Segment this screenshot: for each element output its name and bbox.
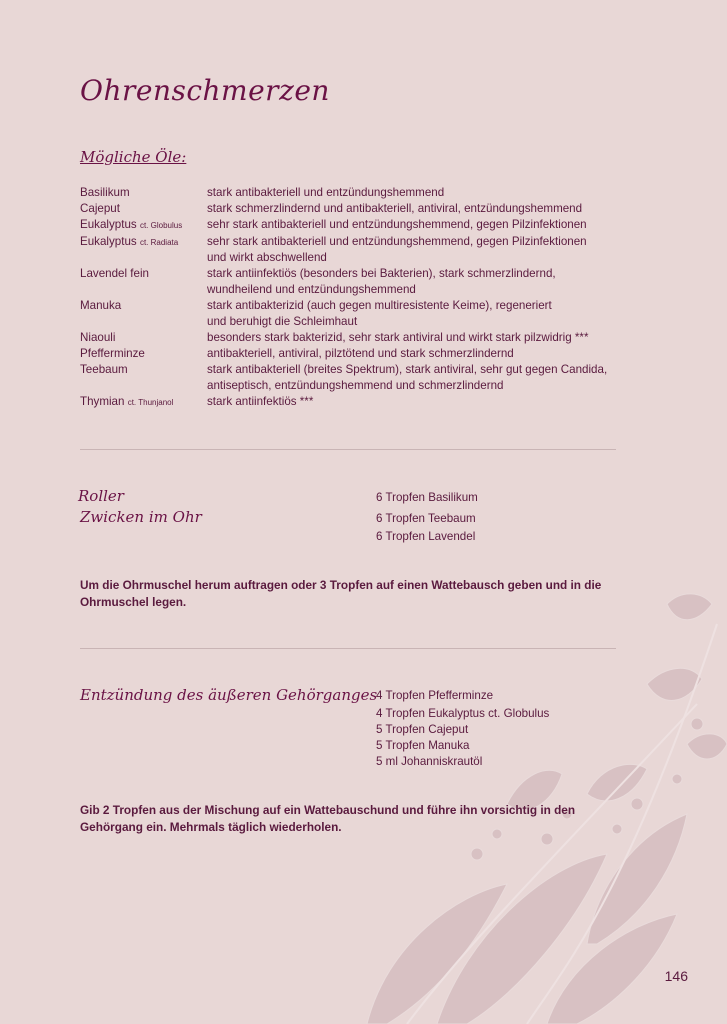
oil-name: Eukalyptus	[80, 218, 137, 231]
oil-row	[80, 362, 640, 394]
oil-row	[80, 346, 640, 362]
floral-illustration	[347, 564, 727, 1024]
divider	[80, 648, 616, 649]
oil-name: Cajeput	[80, 202, 120, 215]
ingredient-item: 6 Tropfen Teebaum	[376, 512, 476, 525]
divider	[80, 449, 616, 450]
oil-desc: sehr stark antibakteriell und entzündungshemmend, gegen Pilzinfektionen	[207, 235, 587, 248]
recipe-title: Entzündung des äußeren Gehörganges	[80, 686, 378, 704]
oil-row	[80, 234, 640, 266]
recipe-ingredients	[376, 688, 549, 770]
oil-row	[80, 217, 640, 234]
ingredient-item: 6 Tropfen Basilikum	[376, 491, 478, 504]
page-title: Ohrenschmerzen	[80, 74, 330, 107]
oil-name: Lavendel fein	[80, 267, 149, 280]
oil-desc: stark antiinfektiös (besonders bei Bakterien), stark schmerzlindernd,	[207, 267, 556, 280]
oil-desc: stark antiinfektiös ***	[207, 395, 314, 408]
oil-name: Thymian	[80, 395, 125, 408]
ingredient-item: 6 Tropfen Lavendel	[376, 530, 476, 543]
ingredient-item: 5 Tropfen Cajeput	[376, 723, 469, 736]
oils-heading: Mögliche Öle:	[80, 148, 187, 166]
recipe-instructions: Gib 2 Tropfen aus der Mischung auf ein Wattebauschund und führe ihn vorsichtig in den Gehörgang ein. Mehrmals täglich wiederholen.	[80, 803, 576, 834]
oil-desc: stark antibakteriell (breites Spektrum), stark antiviral, sehr gut gegen Candida,	[207, 363, 608, 376]
oil-chemotype: ct. Radiata	[139, 238, 179, 247]
oil-row	[80, 201, 640, 217]
oil-desc: stark antibakterizid (auch gegen multiresistente Keime), regeneriert	[207, 299, 552, 312]
oil-row	[80, 266, 640, 298]
oil-name: Eukalyptus	[80, 235, 137, 248]
oil-name: Teebaum	[80, 363, 128, 376]
oil-row	[80, 394, 640, 411]
page-number: 146	[664, 968, 688, 984]
oil-name: Basilikum	[80, 186, 130, 199]
oil-desc: antibakteriell, antiviral, pilztötend und stark schmerzlindernd	[207, 347, 514, 360]
oil-desc: sehr stark antibakteriell und entzündungshemmend, gegen Pilzinfektionen	[207, 218, 587, 231]
oil-chemotype: ct. Thunjanol	[127, 398, 174, 407]
recipe-title: Roller	[78, 487, 124, 505]
oil-name: Niaouli	[80, 331, 116, 344]
oil-row	[80, 185, 640, 201]
oil-desc: wundheilend und entzündungshemmend	[207, 283, 416, 296]
recipe-instructions: Um die Ohrmuschel herum auftragen oder 3 Tropfen auf einen Wattebausch geben und in die Ohrmuschel legen.	[80, 578, 602, 609]
ingredient-item: 4 Tropfen Pfefferminze	[376, 689, 494, 702]
recipe-ingredients	[376, 490, 478, 545]
oil-desc: besonders stark bakterizid, sehr stark antiviral und wirkt stark pilzwidrig ***	[207, 331, 589, 344]
ingredient-item: 5 Tropfen Manuka	[376, 739, 470, 752]
oil-name: Pfefferminze	[80, 347, 145, 360]
oil-desc: stark antibakteriell und entzündungshemmend	[207, 186, 445, 199]
ingredient-item: 5 ml Johanniskrautöl	[376, 755, 483, 768]
oil-desc: stark schmerzlindernd und antibakteriell, antiviral, entzündungshemmend	[207, 202, 583, 215]
oil-name: Manuka	[80, 299, 122, 312]
recipe-subtitle: Zwicken im Ohr	[80, 508, 202, 526]
oil-chemotype: ct. Globulus	[139, 221, 183, 230]
ingredient-item: 4 Tropfen Eukalyptus ct. Globulus	[376, 707, 550, 720]
oils-list	[80, 185, 640, 411]
oil-row	[80, 298, 640, 330]
oil-row	[80, 330, 640, 346]
oil-desc: und wirkt abschwellend	[207, 251, 327, 264]
oil-desc: und beruhigt die Schleimhaut	[207, 315, 358, 328]
oil-desc: antiseptisch, entzündungshemmend und schmerzlindernd	[207, 379, 504, 392]
